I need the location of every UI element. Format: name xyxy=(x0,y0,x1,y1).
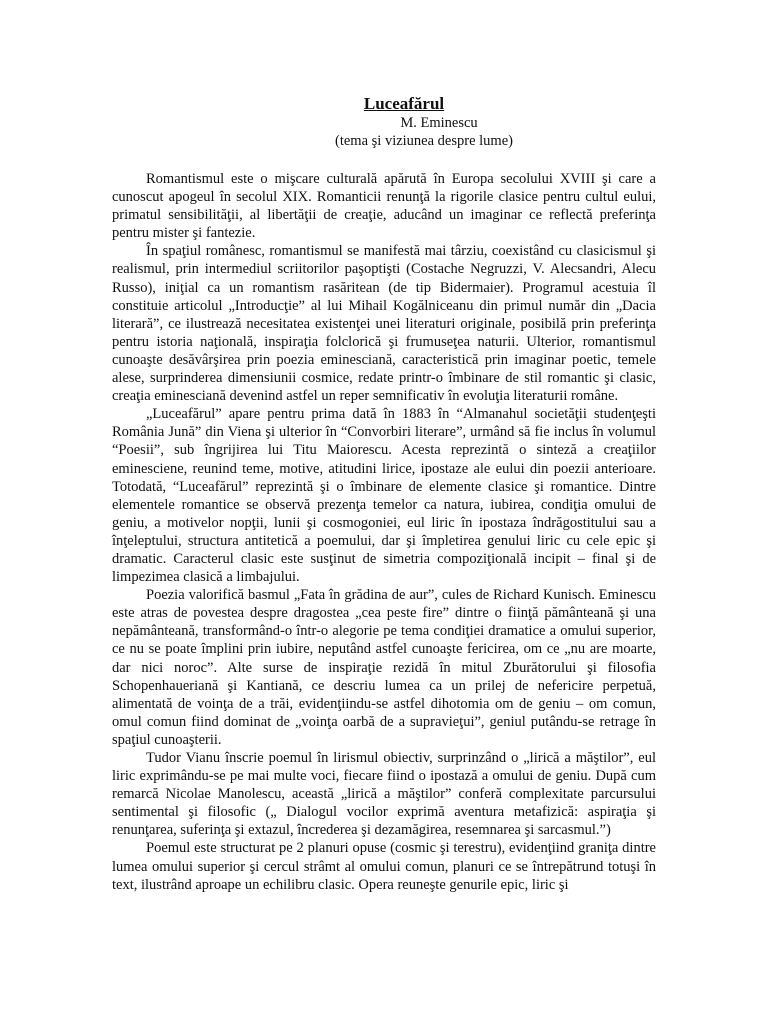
paragraph-2: În spaţiul românesc, romantismul se manifestă mai târziu, coexistând cu clasicismul şi realismul, prin intermediul scriitorilor paşoptişti (Costache Negruzzi, V. Alecsandri, Alecu Russo), iniţial ca un romantism rasăritean (de tip Bidermaier). Programul acestuia îl constituie articolul „Introducţie” al lui Mihail Kogălniceanu din primul număr din „Dacia literară”, ce ilustrează necesitatea existenţei unei literaturi originale, posibilă prin preferinţa pentru istoria naţională, inspiraţia folclorică şi frumuseţea naturii. Ulterior, romantismul cunoaşte desăvârşirea prin poezia eminesciană, caracteristică prin imaginar poetic, temele alese, surprinderea dimensiunii cosmice, redate printr-o îmbinare de stil romantic şi clasic, creaţia eminesciană devenind astfel un reper semnificativ în evoluţia literaturii române. xyxy=(112,243,656,405)
paragraph-3: „Luceafărul” apare pentru prima dată în 1883 în “Almanahul societăţii studenţeşti România Jună” din Viena şi ulterior în “Convorbiri literare”, urmând să fie inclus în volumul “Poesii”, sub îngrijirea lui Titu Maiorescu. Acesta reprezintă o sinteză a creaţiilor eminesciene, reunind teme, motive, atitudini lirice, ipostaze ale eului din poezii anterioare. Totodată, “Luceafărul” reprezintă şi o îmbinare de elemente clasice şi romantice. Dintre elementele romantice se observă prezenţa temelor ca natura, iubirea, condiţia omului de geniu, a motivelor nopţii, lunii şi cosmogoniei, eul liric în ipostaza îndrăgostitului sau a înţeleptului, structura antitetică a poemului, dar şi împletirea genului liric cu cele epic şi dramatic. Caracterul clasic este susţinut de simetria compoziţională incipit – final şi de limpezimea clasică a limbajului. xyxy=(112,406,656,586)
paragraph-1: Romantismul este o mişcare culturală apărută în Europa secolului XVIII şi care a cunoscut apogeul în secolul XIX. Romanticii renunţă la rigorile clasice pentru cultul eului, primatul sensibilităţii, al libertăţii de creaţie, aducând un imaginar ce reflectă preferinţa pentru mister şi fantezie. xyxy=(112,171,656,242)
document-body xyxy=(112,170,656,894)
paragraph-6: Poemul este structurat pe 2 planuri opuse (cosmic şi terestru), evidenţiind graniţa dintre lumea omului superior şi cercul strâmt al omului comun, planuri ce se întrepătrund totuşi în text, ilustrând aproape un echilibru clasic. Opera reuneşte genurile epic, liric şi xyxy=(112,840,656,893)
document-author: M. Eminescu xyxy=(400,115,478,131)
paragraph-4: Poezia valorifică basmul „Fata în grădina de aur”, cules de Richard Kunisch. Eminescu este atras de povestea despre dragostea „cea peste fire” dintre o fiinţă pământeană şi una nepământeană, transformând-o într-o alegorie pe tema condiţiei dramatice a omului superior, ce nu se poate împlini prin iubire, neputând astfel cunoaşte fericirea, om ce „nu are moarte, dar nici noroc”. Alte surse de inspiraţie rezidă în mitul Zburătorului şi filosofia Schopenhaueriană şi Kantiană, ce descriu lumea ca un prilej de nefericire perpetuă, alimentată de voinţa de a trăi, evidenţiindu-se astfel dihotomia om de geniu – om comun, omul comun fiind dominat de „voinţa oarbă de a supravieţui”, geniul putându-se retrage în spaţiul cunoaşterii. xyxy=(112,587,656,748)
document-subtitle: (tema şi viziunea despre lume) xyxy=(335,133,513,149)
paragraph-5: Tudor Vianu înscrie poemul în lirismul obiectiv, surprinzând o „lirică a măştilor”, eul liric exprimându-se pe mai multe voci, fiecare fiind o ipostază a omului de geniu. După cum remarcă Nicolae Manolescu, această „lirică a măştilor” conferă complexitate parcursului sentimental şi filosofic („ Dialogul vocilor exprimă aventura metafizică: aspiraţia şi renunţarea, suferinţa şi extazul, încrederea şi dezamăgirea, resemnarea şi sarcasmul.”) xyxy=(112,750,656,839)
document-title: Luceafărul xyxy=(363,94,445,113)
